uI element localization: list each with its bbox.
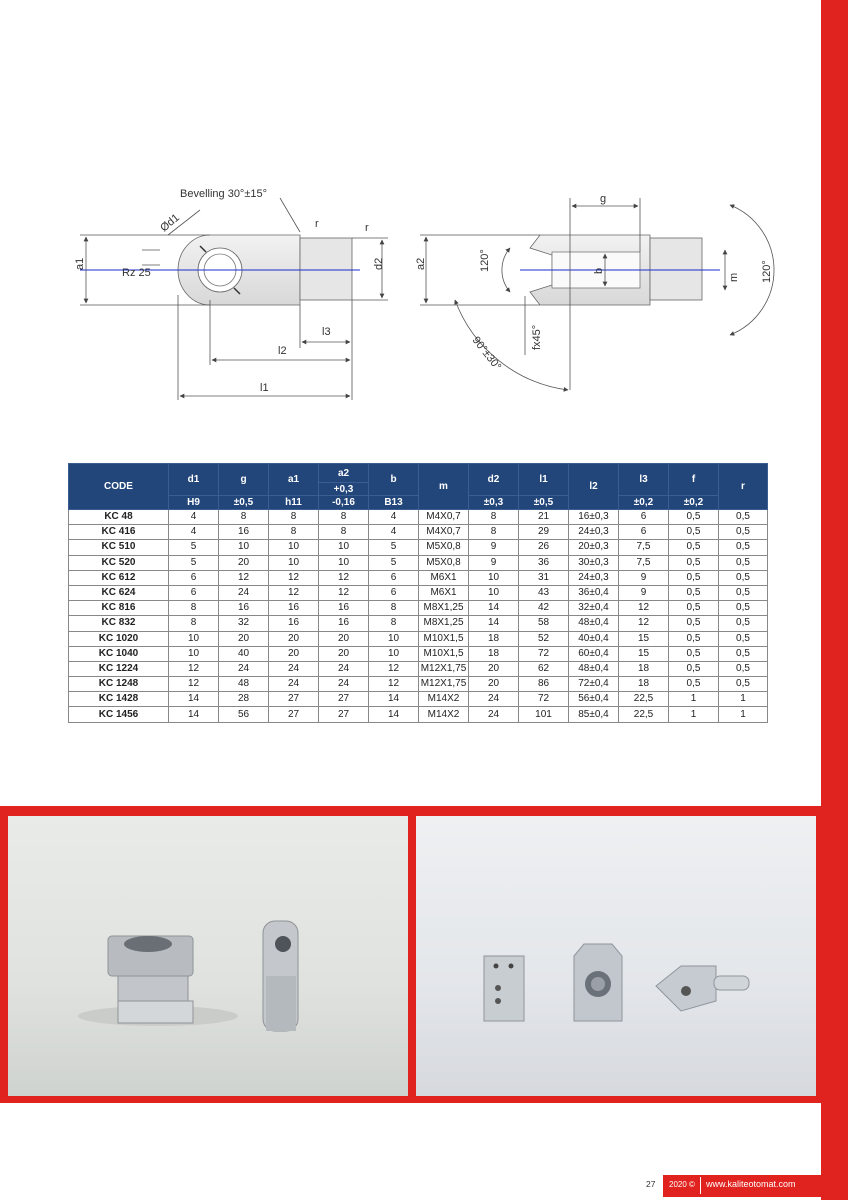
- cell-m: M5X0,8: [419, 555, 469, 570]
- cell-a1: 24: [269, 661, 319, 676]
- cell-g: 24: [219, 661, 269, 676]
- cell-l1: 31: [519, 570, 569, 585]
- cell-f: 0,5: [669, 661, 719, 676]
- cell-a2: 16: [319, 616, 369, 631]
- cell-l2: 16±0,3: [569, 510, 619, 525]
- table-row: [69, 585, 768, 600]
- r-right-label: r: [365, 222, 369, 234]
- cell-d2: 9: [469, 555, 519, 570]
- cell-l1: 62: [519, 661, 569, 676]
- col-header-l2: l2: [569, 464, 619, 510]
- cell-f: 0,5: [669, 631, 719, 646]
- cell-g: 20: [219, 631, 269, 646]
- col-header-m: m: [419, 464, 469, 510]
- cell-l1: 42: [519, 601, 569, 616]
- cell-l2: 24±0,3: [569, 570, 619, 585]
- cell-l2: 85±0,4: [569, 707, 619, 722]
- cell-a1: 20: [269, 631, 319, 646]
- cell-a1: 10: [269, 540, 319, 555]
- cell-g: 40: [219, 646, 269, 661]
- fx45-label: fx45°: [531, 324, 543, 350]
- cell-d1: 12: [169, 661, 219, 676]
- cell-l1: 43: [519, 585, 569, 600]
- cell-d2: 10: [469, 585, 519, 600]
- tol-d2: ±0,3: [469, 496, 519, 510]
- cell-l3: 9: [619, 570, 669, 585]
- cell-l3: 7,5: [619, 540, 669, 555]
- a2-upper-tolerance: +0,3: [319, 483, 369, 496]
- d2-label: d2: [373, 257, 385, 270]
- product-photo-left: [8, 816, 408, 1096]
- col-header-d2: d2: [469, 464, 519, 496]
- cell-l2: 30±0,3: [569, 555, 619, 570]
- table-row: [69, 510, 768, 525]
- cell-m: M8X1,25: [419, 601, 469, 616]
- angle-left-label: 120°: [479, 249, 491, 272]
- cell-d1: 8: [169, 616, 219, 631]
- cell-l3: 6: [619, 525, 669, 540]
- cell-r: 0,5: [719, 646, 768, 661]
- l2-label: l2: [278, 345, 287, 357]
- cell-d2: 18: [469, 646, 519, 661]
- cell-m: M14X2: [419, 707, 469, 722]
- cell-d2: 8: [469, 510, 519, 525]
- cell-l2: 60±0,4: [569, 646, 619, 661]
- cell-a1: 27: [269, 707, 319, 722]
- table-row: [69, 555, 768, 570]
- cell-l2: 48±0,4: [569, 661, 619, 676]
- cell-b: 8: [369, 616, 419, 631]
- col-header-code: CODE: [69, 464, 169, 510]
- table-row: [69, 525, 768, 540]
- angle-right-label: 120°: [761, 260, 773, 283]
- tol-l1: ±0,5: [519, 496, 569, 510]
- table-row: [69, 570, 768, 585]
- cell-r: 0,5: [719, 570, 768, 585]
- cell-d1: 12: [169, 677, 219, 692]
- cell-g: 20: [219, 555, 269, 570]
- cell-code: KC 1040: [69, 646, 169, 661]
- cell-d2: 10: [469, 570, 519, 585]
- cell-f: 1: [669, 707, 719, 722]
- cell-a2: 24: [319, 661, 369, 676]
- cell-d2: 20: [469, 661, 519, 676]
- cell-f: 0,5: [669, 601, 719, 616]
- cell-code: KC 510: [69, 540, 169, 555]
- cell-b: 14: [369, 707, 419, 722]
- cell-a2: 8: [319, 525, 369, 540]
- cell-b: 5: [369, 540, 419, 555]
- cell-d1: 8: [169, 601, 219, 616]
- cell-g: 28: [219, 692, 269, 707]
- cell-d2: 24: [469, 707, 519, 722]
- cell-a2: 16: [319, 601, 369, 616]
- cell-d1: 5: [169, 540, 219, 555]
- cell-d1: 6: [169, 585, 219, 600]
- cell-code: KC 1428: [69, 692, 169, 707]
- cell-g: 24: [219, 585, 269, 600]
- tol-f: ±0,2: [669, 496, 719, 510]
- cell-l2: 24±0,3: [569, 525, 619, 540]
- cell-g: 8: [219, 510, 269, 525]
- table-row: [69, 661, 768, 676]
- cell-b: 14: [369, 692, 419, 707]
- cell-l1: 26: [519, 540, 569, 555]
- drawing-svg: [60, 180, 800, 410]
- footer-year: 2020 ©: [669, 1180, 695, 1189]
- tol-b: B13: [369, 496, 419, 510]
- cell-l1: 72: [519, 692, 569, 707]
- col-header-a2: a2: [319, 464, 369, 483]
- cell-code: KC 624: [69, 585, 169, 600]
- cell-r: 1: [719, 707, 768, 722]
- col-header-g: g: [219, 464, 269, 496]
- cell-m: M14X2: [419, 692, 469, 707]
- cell-m: M6X1: [419, 585, 469, 600]
- cell-l3: 9: [619, 585, 669, 600]
- cell-m: M12X1,75: [419, 661, 469, 676]
- cell-b: 4: [369, 510, 419, 525]
- a1-label: a1: [74, 257, 86, 270]
- cell-a2: 10: [319, 540, 369, 555]
- cell-d1: 4: [169, 525, 219, 540]
- right-red-bar: [821, 0, 848, 1200]
- cell-code: KC 1224: [69, 661, 169, 676]
- product-photo-right: [416, 816, 816, 1096]
- cell-a1: 16: [269, 601, 319, 616]
- tol-a1: h11: [269, 496, 319, 510]
- cell-l2: 40±0,4: [569, 631, 619, 646]
- cell-l1: 101: [519, 707, 569, 722]
- cell-r: 0,5: [719, 555, 768, 570]
- cell-b: 4: [369, 525, 419, 540]
- cell-f: 0,5: [669, 570, 719, 585]
- cell-a1: 8: [269, 510, 319, 525]
- cell-a1: 10: [269, 555, 319, 570]
- cell-b: 10: [369, 646, 419, 661]
- cell-b: 5: [369, 555, 419, 570]
- cell-l3: 6: [619, 510, 669, 525]
- cell-code: KC 1456: [69, 707, 169, 722]
- cell-l3: 18: [619, 661, 669, 676]
- photo-right-illustration: [416, 816, 816, 1096]
- cell-b: 6: [369, 570, 419, 585]
- col-header-d1: d1: [169, 464, 219, 496]
- cell-f: 0,5: [669, 646, 719, 661]
- cell-m: M4X0,7: [419, 525, 469, 540]
- cell-a2: 12: [319, 585, 369, 600]
- cell-g: 16: [219, 601, 269, 616]
- table-row: [69, 646, 768, 661]
- cell-d2: 14: [469, 616, 519, 631]
- tol-d1: H9: [169, 496, 219, 510]
- cell-r: 0,5: [719, 616, 768, 631]
- table-row: [69, 631, 768, 646]
- cell-m: M4X0,7: [419, 510, 469, 525]
- cell-l3: 12: [619, 601, 669, 616]
- cell-f: 0,5: [669, 555, 719, 570]
- cell-a2: 12: [319, 570, 369, 585]
- cell-m: M12X1,75: [419, 677, 469, 692]
- cell-code: KC 832: [69, 616, 169, 631]
- l1-label: l1: [260, 382, 269, 394]
- cell-a1: 12: [269, 570, 319, 585]
- cell-a1: 24: [269, 677, 319, 692]
- cell-b: 12: [369, 661, 419, 676]
- cell-d1: 6: [169, 570, 219, 585]
- cell-b: 8: [369, 601, 419, 616]
- cell-f: 0,5: [669, 585, 719, 600]
- cell-g: 12: [219, 570, 269, 585]
- cell-code: KC 416: [69, 525, 169, 540]
- cell-r: 0,5: [719, 661, 768, 676]
- cell-m: M8X1,25: [419, 616, 469, 631]
- cell-g: 56: [219, 707, 269, 722]
- cell-a1: 20: [269, 646, 319, 661]
- cell-d1: 14: [169, 707, 219, 722]
- od1-label: Ød1: [158, 211, 182, 235]
- cell-b: 6: [369, 585, 419, 600]
- cell-a2: 24: [319, 677, 369, 692]
- a2-label: a2: [415, 257, 427, 270]
- bevelling-label: Bevelling 30°±15°: [180, 188, 268, 200]
- cell-m: M5X0,8: [419, 540, 469, 555]
- l3-label: l3: [322, 326, 331, 338]
- cell-d2: 14: [469, 601, 519, 616]
- cell-l3: 22,5: [619, 707, 669, 722]
- col-header-l3: l3: [619, 464, 669, 496]
- cell-r: 1: [719, 692, 768, 707]
- cell-d2: 20: [469, 677, 519, 692]
- cell-l1: 36: [519, 555, 569, 570]
- cell-m: M6X1: [419, 570, 469, 585]
- cell-l3: 15: [619, 646, 669, 661]
- cell-d2: 8: [469, 525, 519, 540]
- cell-l3: 12: [619, 616, 669, 631]
- cell-f: 0,5: [669, 540, 719, 555]
- cell-a2: 8: [319, 510, 369, 525]
- cell-a2: 20: [319, 646, 369, 661]
- cell-l1: 21: [519, 510, 569, 525]
- cell-code: KC 612: [69, 570, 169, 585]
- cell-l2: 20±0,3: [569, 540, 619, 555]
- r-top-label: r: [315, 218, 319, 230]
- cell-a2: 20: [319, 631, 369, 646]
- tol-g: ±0,5: [219, 496, 269, 510]
- cell-a1: 27: [269, 692, 319, 707]
- cell-d2: 9: [469, 540, 519, 555]
- cell-g: 48: [219, 677, 269, 692]
- b-label: b: [593, 267, 605, 274]
- cell-code: KC 816: [69, 601, 169, 616]
- cell-l2: 56±0,4: [569, 692, 619, 707]
- table-row: [69, 677, 768, 692]
- cell-d2: 24: [469, 692, 519, 707]
- rz-label: Rz 25: [122, 267, 151, 279]
- g-label: g: [600, 193, 607, 205]
- angle-90-label: 90°±30°: [469, 334, 504, 373]
- col-header-b: b: [369, 464, 419, 496]
- cell-l1: 86: [519, 677, 569, 692]
- cell-r: 0,5: [719, 677, 768, 692]
- tol-l3: ±0,2: [619, 496, 669, 510]
- col-header-f: f: [669, 464, 719, 496]
- cell-f: 0,5: [669, 677, 719, 692]
- cell-f: 1: [669, 692, 719, 707]
- col-header-a1: a1: [269, 464, 319, 496]
- cell-d1: 4: [169, 510, 219, 525]
- cell-a2: 27: [319, 707, 369, 722]
- cell-b: 10: [369, 631, 419, 646]
- table-row: [69, 616, 768, 631]
- cell-r: 0,5: [719, 601, 768, 616]
- cell-r: 0,5: [719, 510, 768, 525]
- cell-l2: 32±0,4: [569, 601, 619, 616]
- technical-drawing: [60, 180, 800, 410]
- cell-a1: 8: [269, 525, 319, 540]
- footer-divider: [700, 1177, 701, 1194]
- cell-r: 0,5: [719, 525, 768, 540]
- page-number: 27: [646, 1179, 656, 1189]
- table-row: [69, 540, 768, 555]
- website-link[interactable]: www.kaliteotomat.com: [706, 1179, 796, 1189]
- table-row: [69, 692, 768, 707]
- m-label: m: [728, 272, 740, 282]
- cell-l3: 18: [619, 677, 669, 692]
- cell-a1: 12: [269, 585, 319, 600]
- cell-m: M10X1,5: [419, 646, 469, 661]
- spec-table: [68, 463, 768, 723]
- cell-code: KC 1248: [69, 677, 169, 692]
- cell-d1: 10: [169, 631, 219, 646]
- cell-r: 0,5: [719, 540, 768, 555]
- cell-d1: 14: [169, 692, 219, 707]
- cell-f: 0,5: [669, 616, 719, 631]
- photo-left-illustration: [8, 816, 408, 1096]
- cell-d1: 5: [169, 555, 219, 570]
- cell-l1: 52: [519, 631, 569, 646]
- tol-a2: -0,16: [319, 496, 369, 510]
- cell-d1: 10: [169, 646, 219, 661]
- spec-table-body: [69, 510, 768, 723]
- cell-l3: 15: [619, 631, 669, 646]
- left-view: [80, 198, 388, 400]
- cell-r: 0,5: [719, 631, 768, 646]
- cell-g: 10: [219, 540, 269, 555]
- cell-l1: 72: [519, 646, 569, 661]
- cell-l2: 36±0,4: [569, 585, 619, 600]
- cell-b: 12: [369, 677, 419, 692]
- table-row: [69, 601, 768, 616]
- cell-l1: 58: [519, 616, 569, 631]
- cell-l3: 7,5: [619, 555, 669, 570]
- cell-g: 32: [219, 616, 269, 631]
- cell-l3: 22,5: [619, 692, 669, 707]
- cell-code: KC 48: [69, 510, 169, 525]
- right-view: [420, 198, 774, 390]
- cell-a2: 27: [319, 692, 369, 707]
- cell-r: 0,5: [719, 585, 768, 600]
- cell-code: KC 1020: [69, 631, 169, 646]
- cell-l2: 72±0,4: [569, 677, 619, 692]
- cell-l1: 29: [519, 525, 569, 540]
- cell-f: 0,5: [669, 525, 719, 540]
- col-header-r: r: [719, 464, 768, 510]
- table-row: [69, 707, 768, 722]
- cell-f: 0,5: [669, 510, 719, 525]
- cell-d2: 18: [469, 631, 519, 646]
- cell-a2: 10: [319, 555, 369, 570]
- cell-l2: 48±0,4: [569, 616, 619, 631]
- cell-m: M10X1,5: [419, 631, 469, 646]
- cell-g: 16: [219, 525, 269, 540]
- cell-a1: 16: [269, 616, 319, 631]
- col-header-l1: l1: [519, 464, 569, 496]
- cell-code: KC 520: [69, 555, 169, 570]
